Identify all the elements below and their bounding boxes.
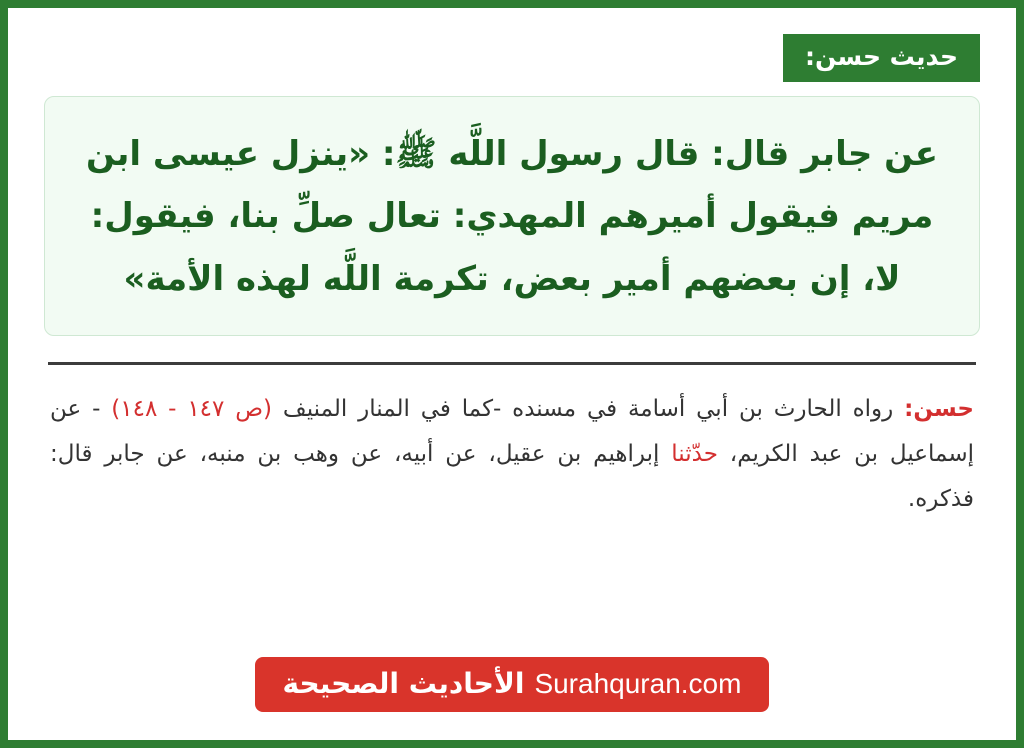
takhrij-page-reference: (ص ١٤٧ - ١٤٨)	[111, 396, 273, 423]
divider	[48, 362, 976, 365]
grade-row	[44, 34, 980, 82]
takhrij-paragraph	[44, 387, 980, 522]
site-url-label: Surahquran.com	[534, 668, 742, 699]
hadith-box	[44, 96, 980, 337]
status-badge: حديث حسن:	[783, 34, 980, 82]
footer-row	[44, 657, 980, 732]
hadith-text: عن جابر قال: قال رسول اللَّه ﷺ: «ينزل عيسى ابن مريم فيقول أميرهم المهدي: تعال صلِّ بنا، فيقول: لا، إن بعضهم أمير بعض، تكرمة اللَّه لهذه الأمة»	[86, 133, 938, 300]
takhrij-part-1: رواه الحارث بن أبي أسامة في مسنده -كما في المنار المنيف	[272, 396, 905, 423]
collection-title-label: الأحاديث الصحيحة	[282, 667, 525, 700]
brand-bar[interactable]	[255, 657, 770, 712]
takhrij-part-2: - عن إسماعيل بن عبد الكريم،	[50, 396, 974, 468]
document-content	[16, 16, 1008, 732]
takhrij-part-3: إبراهيم بن عقيل، عن أبيه، عن وهب بن منبه، عن جابر قال: فذكره.	[50, 441, 974, 512]
takhrij-grade-label: حسن:	[904, 396, 975, 423]
takhrij-narration-verb: حدّثنا	[671, 441, 718, 468]
